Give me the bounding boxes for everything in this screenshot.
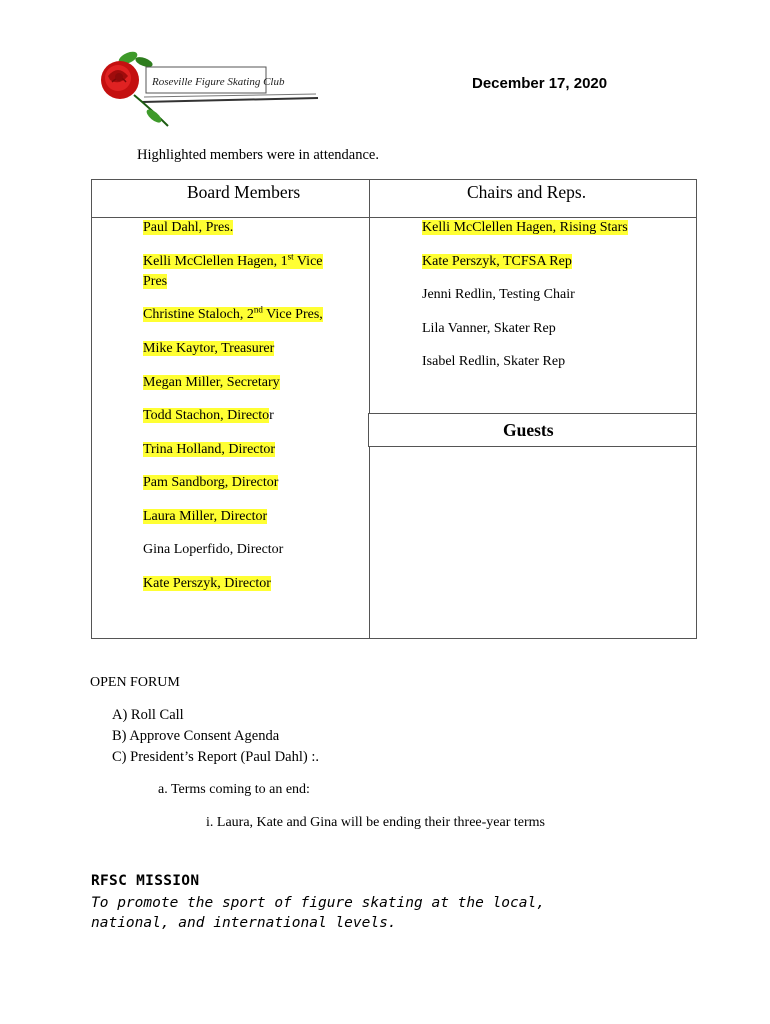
open-forum-title: OPEN FORUM: [90, 675, 180, 690]
svg-text:Roseville Figure Skating Club: Roseville Figure Skating Club: [152, 76, 285, 88]
agenda-subitem: a. Terms coming to an end:: [158, 782, 310, 797]
board-member-item: Mike Kaytor, Treasurer: [143, 341, 275, 356]
board-member-item: Laura Miller, Director: [143, 509, 268, 524]
rose-logo-graphic: [94, 50, 320, 128]
chair-rep-item: Kelli McClellen Hagen, Rising Stars: [422, 220, 628, 235]
mission-title: RFSC MISSION: [91, 873, 200, 889]
board-member-item: Kelli McClellen Hagen, 1st Vice Pres: [143, 251, 323, 289]
chair-rep-item: Lila Vanner, Skater Rep: [422, 321, 556, 336]
chairs-reps-header: Chairs and Reps.: [467, 182, 587, 202]
chair-rep-item: Kate Perszyk, TCFSA Rep: [422, 254, 572, 269]
agenda-item: B) Approve Consent Agenda: [112, 728, 280, 744]
board-member-item: Kate Perszyk, Director: [143, 576, 271, 591]
board-members-header: Board Members: [187, 182, 301, 202]
meeting-date: December 17, 2020: [472, 75, 608, 92]
agenda-item: C) President’s Report (Paul Dahl) :.: [112, 749, 320, 765]
mission-text: To promote the sport of figure skating at the local, national, and international levels.: [91, 895, 545, 931]
chair-rep-item: Jenni Redlin, Testing Chair: [422, 287, 575, 302]
guests-header: Guests: [503, 420, 554, 440]
attendance-note: Highlighted members were in attendance.: [137, 147, 379, 163]
board-member-item: Todd Stachon, Director: [143, 408, 274, 423]
board-member-item: Pam Sandborg, Director: [143, 475, 279, 490]
agenda-subsubitem: i. Laura, Kate and Gina will be ending their three-year terms: [206, 815, 545, 830]
guests-header-box: [368, 413, 697, 447]
board-member-item: Megan Miller, Secretary: [143, 375, 280, 390]
board-member-item: Gina Loperfido, Director: [143, 542, 284, 557]
attendance-table: [91, 179, 697, 639]
agenda-item: A) Roll Call: [112, 707, 184, 723]
column-divider: [369, 180, 370, 638]
chair-rep-item: Isabel Redlin, Skater Rep: [422, 354, 566, 369]
board-member-item: Christine Staloch, 2nd Vice Pres,: [143, 304, 323, 322]
club-logo: [94, 50, 320, 128]
board-member-item: Trina Holland, Director: [143, 442, 276, 457]
board-member-item: Paul Dahl, Pres.: [143, 220, 234, 235]
